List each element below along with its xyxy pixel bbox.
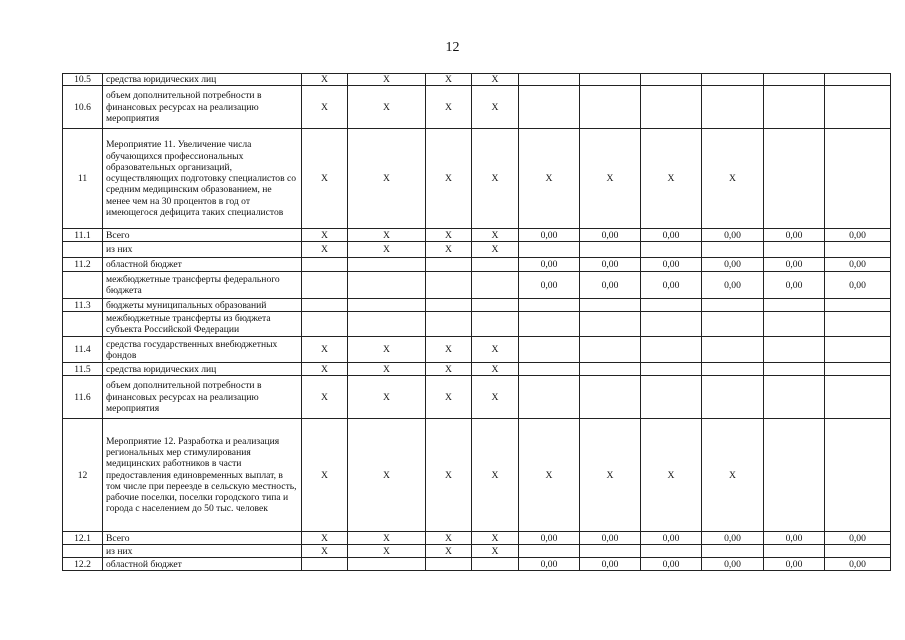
marker-cell: X (426, 545, 472, 558)
amount-cell (641, 376, 702, 419)
amount-cell: 0,00 (764, 229, 825, 242)
marker-cell (426, 272, 472, 299)
row-description-cell: средства юридических лиц (103, 363, 302, 376)
amount-cell (702, 242, 764, 258)
page-number: 12 (445, 40, 460, 55)
amount-cell (702, 312, 764, 337)
amount-cell (641, 337, 702, 363)
amount-cell: 0,00 (702, 532, 764, 545)
row-number-cell: 11.5 (63, 363, 103, 376)
amount-cell (702, 363, 764, 376)
marker-cell: X (348, 229, 426, 242)
marker-cell: X (302, 229, 348, 242)
amount-cell: 0,00 (702, 229, 764, 242)
row-description-cell: межбюджетные трансферты из бюджета субъекта Российской Федерации (103, 312, 302, 337)
table-row (63, 86, 891, 129)
marker-cell: X (302, 242, 348, 258)
amount-cell (641, 545, 702, 558)
marker-cell: X (302, 532, 348, 545)
amount-cell: X (519, 129, 580, 229)
row-number-cell: 10.5 (63, 74, 103, 86)
marker-cell: X (302, 337, 348, 363)
amount-cell: X (519, 419, 580, 532)
marker-cell: X (348, 532, 426, 545)
amount-cell (641, 74, 702, 86)
marker-cell: X (302, 376, 348, 419)
amount-cell (702, 337, 764, 363)
marker-cell: X (348, 419, 426, 532)
amount-cell: X (641, 129, 702, 229)
marker-cell: X (426, 363, 472, 376)
row-number-cell (63, 545, 103, 558)
table-row (63, 129, 891, 229)
row-number-cell (63, 242, 103, 258)
amount-cell (580, 337, 641, 363)
row-description-cell: Мероприятие 12. Разработка и реализация региональных мер стимулирования медицинских работников в части предоставления единовременных выплат, в том числе при переезде в сельскую местность, рабочие поселки, поселки городского типа и города с населением до 50 тыс. человек (103, 419, 302, 532)
row-description-cell: из них (103, 242, 302, 258)
marker-cell: X (426, 129, 472, 229)
amount-cell: 0,00 (519, 229, 580, 242)
amount-cell (825, 74, 891, 86)
marker-cell: X (348, 545, 426, 558)
amount-cell (764, 337, 825, 363)
row-description-cell: Мероприятие 11. Увеличение числа обучающихся профессиональных образовательных организаций, осуществляющих подготовку специалистов со средним медицинским образованием, не менее чем на 30 процентов в год от имеющегося дефицита таких специалистов (103, 129, 302, 229)
marker-cell: X (426, 419, 472, 532)
amount-cell (825, 129, 891, 229)
amount-cell (825, 376, 891, 419)
amount-cell: 0,00 (641, 229, 702, 242)
row-description-cell: межбюджетные трансферты федерального бюджета (103, 272, 302, 299)
amount-cell (825, 363, 891, 376)
row-description-cell: областной бюджет (103, 258, 302, 272)
amount-cell (764, 419, 825, 532)
row-description-cell: средства юридических лиц (103, 74, 302, 86)
amount-cell: X (580, 129, 641, 229)
amount-cell: 0,00 (519, 558, 580, 571)
amount-cell: 0,00 (764, 272, 825, 299)
amount-cell: 0,00 (580, 258, 641, 272)
table-row (63, 272, 891, 299)
amount-cell: X (702, 419, 764, 532)
row-number-cell (63, 272, 103, 299)
row-number-cell: 10.6 (63, 86, 103, 129)
amount-cell (519, 363, 580, 376)
row-description-cell: областной бюджет (103, 558, 302, 571)
amount-cell (764, 242, 825, 258)
marker-cell: X (426, 337, 472, 363)
amount-cell: 0,00 (764, 258, 825, 272)
table-row (63, 558, 891, 571)
row-description-cell: средства государственных внебюджетных фондов (103, 337, 302, 363)
marker-cell: X (472, 337, 519, 363)
marker-cell: X (348, 337, 426, 363)
amount-cell (825, 242, 891, 258)
marker-cell (348, 558, 426, 571)
amount-cell (641, 242, 702, 258)
amount-cell (519, 545, 580, 558)
amount-cell (519, 86, 580, 129)
marker-cell: X (302, 74, 348, 86)
amount-cell (764, 312, 825, 337)
amount-cell (519, 337, 580, 363)
table-row (63, 258, 891, 272)
marker-cell (426, 312, 472, 337)
marker-cell: X (302, 545, 348, 558)
amount-cell (825, 545, 891, 558)
marker-cell: X (426, 532, 472, 545)
marker-cell: X (302, 363, 348, 376)
amount-cell: 0,00 (641, 272, 702, 299)
marker-cell: X (348, 86, 426, 129)
marker-cell: X (472, 363, 519, 376)
amount-cell (825, 86, 891, 129)
amount-cell: 0,00 (702, 558, 764, 571)
marker-cell: X (472, 376, 519, 419)
marker-cell (348, 272, 426, 299)
amount-cell (702, 545, 764, 558)
amount-cell (519, 312, 580, 337)
marker-cell (472, 312, 519, 337)
amount-cell (580, 312, 641, 337)
marker-cell: X (472, 419, 519, 532)
marker-cell (302, 312, 348, 337)
marker-cell: X (472, 532, 519, 545)
budget-table (62, 73, 891, 571)
amount-cell (764, 545, 825, 558)
marker-cell: X (426, 376, 472, 419)
amount-cell (764, 363, 825, 376)
table-row (63, 545, 891, 558)
amount-cell: X (641, 419, 702, 532)
amount-cell (580, 86, 641, 129)
amount-cell (580, 376, 641, 419)
amount-cell (580, 299, 641, 312)
table-row (63, 229, 891, 242)
marker-cell: X (472, 242, 519, 258)
marker-cell (302, 272, 348, 299)
amount-cell: 0,00 (825, 258, 891, 272)
marker-cell (302, 258, 348, 272)
marker-cell (348, 258, 426, 272)
amount-cell: 0,00 (580, 532, 641, 545)
table-row (63, 74, 891, 86)
marker-cell (348, 299, 426, 312)
amount-cell (825, 419, 891, 532)
marker-cell (472, 299, 519, 312)
amount-cell (764, 129, 825, 229)
amount-cell (702, 74, 764, 86)
marker-cell: X (348, 376, 426, 419)
row-description-cell: Всего (103, 229, 302, 242)
marker-cell (472, 258, 519, 272)
amount-cell: X (580, 419, 641, 532)
amount-cell: 0,00 (641, 258, 702, 272)
amount-cell (580, 74, 641, 86)
row-number-cell: 11.3 (63, 299, 103, 312)
amount-cell (641, 86, 702, 129)
amount-cell (580, 242, 641, 258)
marker-cell: X (426, 74, 472, 86)
marker-cell (472, 272, 519, 299)
row-description-cell: Всего (103, 532, 302, 545)
row-number-cell: 12.2 (63, 558, 103, 571)
amount-cell: 0,00 (519, 272, 580, 299)
amount-cell: 0,00 (519, 258, 580, 272)
row-number-cell: 11.4 (63, 337, 103, 363)
marker-cell (302, 558, 348, 571)
marker-cell: X (472, 86, 519, 129)
amount-cell (519, 376, 580, 419)
marker-cell: X (472, 129, 519, 229)
table-row (63, 242, 891, 258)
amount-cell: 0,00 (519, 532, 580, 545)
amount-cell (580, 363, 641, 376)
amount-cell (764, 376, 825, 419)
marker-cell (472, 558, 519, 571)
amount-cell: 0,00 (825, 229, 891, 242)
amount-cell (519, 74, 580, 86)
marker-cell: X (472, 229, 519, 242)
row-number-cell: 11.6 (63, 376, 103, 419)
amount-cell (825, 299, 891, 312)
row-number-cell: 11 (63, 129, 103, 229)
table-row (63, 363, 891, 376)
marker-cell: X (348, 242, 426, 258)
table-row (63, 337, 891, 363)
marker-cell: X (302, 129, 348, 229)
amount-cell (641, 299, 702, 312)
marker-cell: X (472, 74, 519, 86)
amount-cell: 0,00 (641, 532, 702, 545)
marker-cell: X (472, 545, 519, 558)
marker-cell (302, 299, 348, 312)
amount-cell (702, 86, 764, 129)
table-row (63, 532, 891, 545)
marker-cell (426, 258, 472, 272)
row-description-cell: бюджеты муниципальных образований (103, 299, 302, 312)
row-description-cell: объем дополнительной потребности в финансовых ресурсах на реализацию мероприятия (103, 376, 302, 419)
marker-cell (426, 299, 472, 312)
amount-cell (580, 545, 641, 558)
amount-cell (764, 299, 825, 312)
amount-cell: 0,00 (580, 272, 641, 299)
amount-cell: 0,00 (580, 558, 641, 571)
marker-cell: X (426, 86, 472, 129)
amount-cell: X (702, 129, 764, 229)
marker-cell (426, 558, 472, 571)
amount-cell (764, 86, 825, 129)
amount-cell (641, 363, 702, 376)
amount-cell: 0,00 (825, 558, 891, 571)
marker-cell: X (348, 363, 426, 376)
amount-cell: 0,00 (641, 558, 702, 571)
table-row (63, 299, 891, 312)
amount-cell: 0,00 (825, 532, 891, 545)
amount-cell: 0,00 (764, 558, 825, 571)
row-number-cell (63, 312, 103, 337)
row-number-cell: 12 (63, 419, 103, 532)
amount-cell (764, 74, 825, 86)
marker-cell: X (302, 419, 348, 532)
amount-cell (641, 312, 702, 337)
amount-cell (825, 312, 891, 337)
amount-cell (702, 299, 764, 312)
marker-cell: X (348, 74, 426, 86)
amount-cell (702, 376, 764, 419)
amount-cell: 0,00 (580, 229, 641, 242)
amount-cell: 0,00 (702, 258, 764, 272)
marker-cell: X (426, 242, 472, 258)
marker-cell: X (348, 129, 426, 229)
table-row (63, 376, 891, 419)
amount-cell: 0,00 (702, 272, 764, 299)
marker-cell: X (426, 229, 472, 242)
marker-cell: X (302, 86, 348, 129)
amount-cell (519, 242, 580, 258)
row-number-cell: 11.1 (63, 229, 103, 242)
row-number-cell: 12.1 (63, 532, 103, 545)
row-description-cell: объем дополнительной потребности в финансовых ресурсах на реализацию мероприятия (103, 86, 302, 129)
table-row (63, 419, 891, 532)
amount-cell (519, 299, 580, 312)
amount-cell: 0,00 (764, 532, 825, 545)
marker-cell (348, 312, 426, 337)
amount-cell (825, 337, 891, 363)
amount-cell: 0,00 (825, 272, 891, 299)
row-number-cell: 11.2 (63, 258, 103, 272)
table-row (63, 312, 891, 337)
row-description-cell: из них (103, 545, 302, 558)
